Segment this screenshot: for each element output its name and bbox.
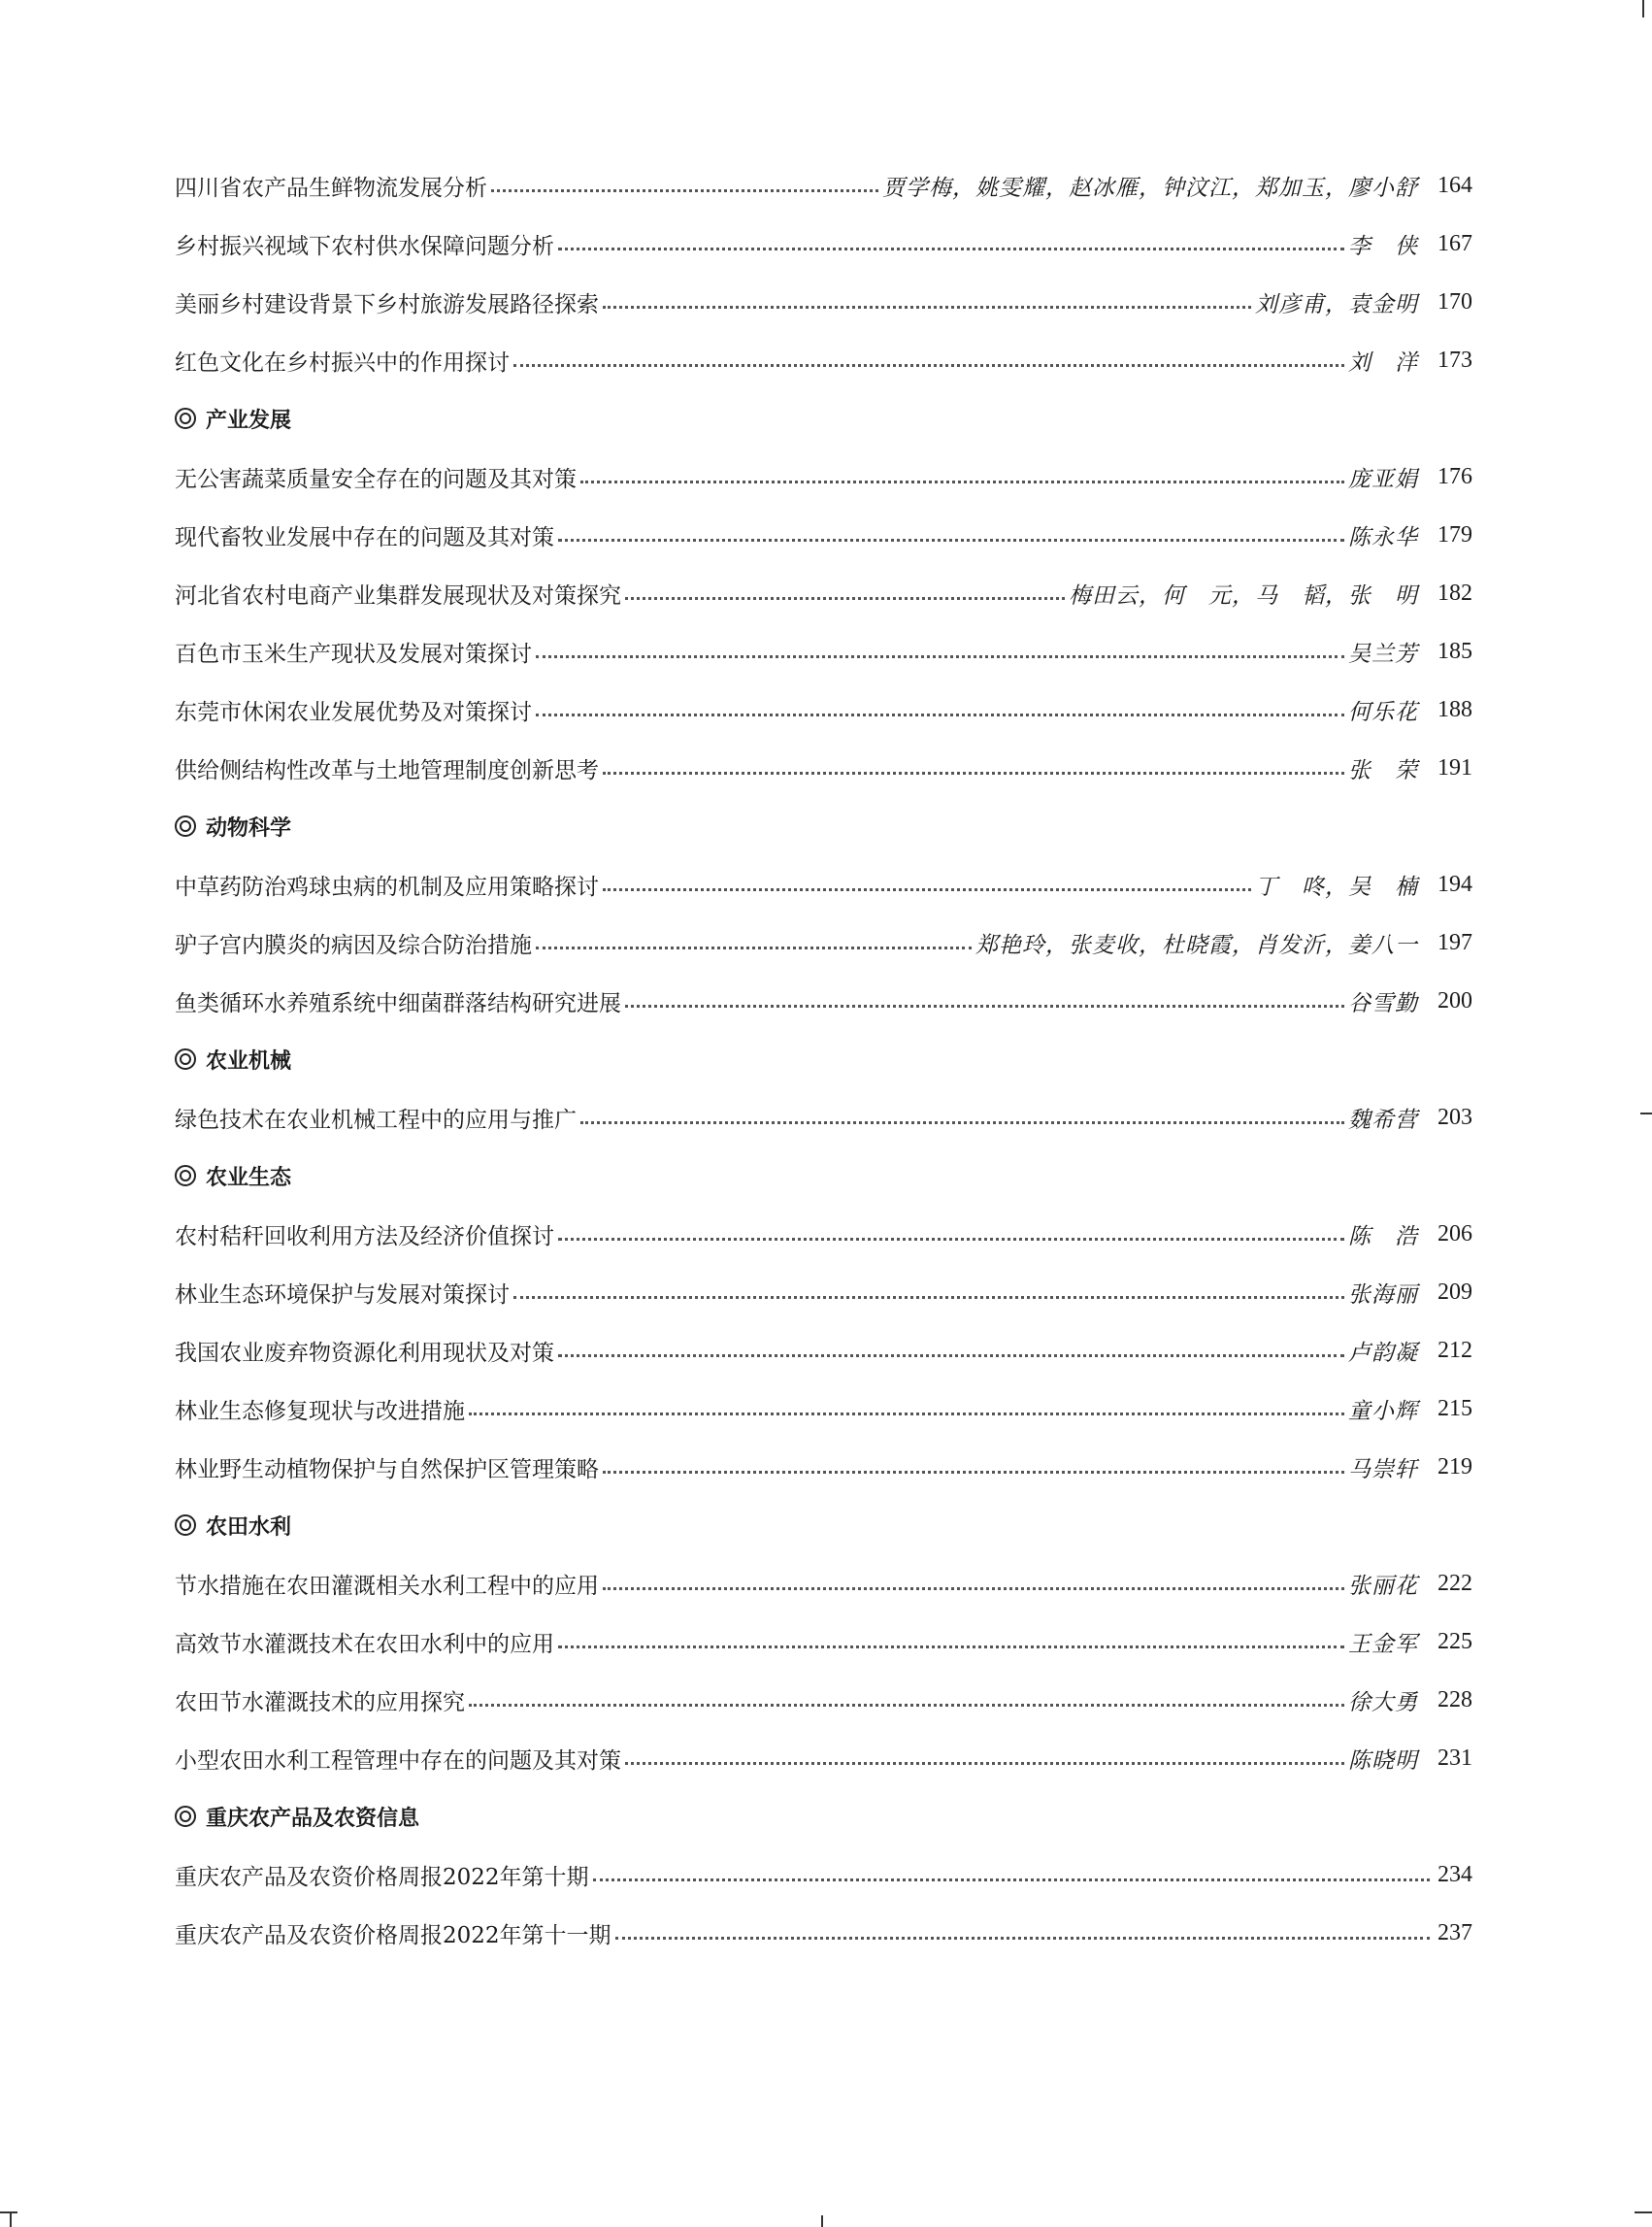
page-number: 231 xyxy=(1437,1745,1472,1771)
entry-title: 林业野生动植物保护与自然保护区管理策略 xyxy=(175,1456,599,1482)
entry-authors: 丁 咚，吴 楠 xyxy=(1255,874,1418,900)
entry-title: 重庆农产品及农资价格周报2022年第十一期 xyxy=(175,1922,611,1948)
entry-title: 农田节水灌溉技术的应用探究 xyxy=(175,1689,465,1715)
toc-entry xyxy=(175,1904,1472,1962)
page-number: 182 xyxy=(1437,580,1472,606)
entry-authors: 刘彦甫，袁金明 xyxy=(1255,291,1418,317)
dot-leader xyxy=(615,1937,1430,1940)
dot-leader xyxy=(625,1762,1344,1765)
entry-authors: 吴兰芳 xyxy=(1348,641,1418,667)
dot-leader xyxy=(625,1005,1344,1008)
toc-entry xyxy=(175,1438,1472,1496)
dot-leader xyxy=(513,364,1344,367)
entry-title: 我国农业废弃物资源化利用现状及对策 xyxy=(175,1340,554,1366)
section-heading xyxy=(175,1147,1472,1205)
crop-mark xyxy=(821,2215,823,2227)
toc-entry xyxy=(175,622,1472,681)
crop-mark xyxy=(1635,2211,1652,2213)
dot-leader xyxy=(593,1878,1430,1881)
entry-authors: 贾学梅，姚雯耀，赵冰雁，钟汶江，郑加玉，廖小舒 xyxy=(882,175,1418,201)
crop-mark xyxy=(1642,0,1644,17)
toc-entry xyxy=(175,1321,1472,1379)
dot-leader xyxy=(513,1296,1344,1299)
entry-authors: 陈 浩 xyxy=(1348,1223,1418,1249)
entry-title: 无公害蔬菜质量安全存在的问题及其对策 xyxy=(175,466,577,492)
toc-entry xyxy=(175,1612,1472,1671)
entry-title: 重庆农产品及农资价格周报2022年第十期 xyxy=(175,1864,589,1890)
dot-leader xyxy=(603,1587,1344,1590)
double-circle-icon xyxy=(175,408,196,429)
double-circle-icon xyxy=(175,1165,196,1186)
entry-authors: 童小辉 xyxy=(1348,1398,1418,1424)
double-circle-icon xyxy=(175,1048,196,1070)
page-number: 170 xyxy=(1437,288,1472,315)
toc-entry xyxy=(175,972,1472,1030)
dot-leader xyxy=(603,1471,1344,1474)
toc-entry xyxy=(175,273,1472,331)
dot-leader xyxy=(491,189,878,192)
entry-authors: 张 荣 xyxy=(1348,757,1418,783)
entry-title: 供给侧结构性改革与土地管理制度创新思考 xyxy=(175,757,599,783)
entry-title: 中草药防治鸡球虫病的机制及应用策略探讨 xyxy=(175,874,599,900)
entry-title: 绿色技术在农业机械工程中的应用与推广 xyxy=(175,1107,577,1133)
crop-mark xyxy=(0,2211,17,2213)
page-number: 173 xyxy=(1437,347,1472,373)
entry-authors: 陈永华 xyxy=(1348,524,1418,550)
entry-authors: 马崇轩 xyxy=(1348,1456,1418,1482)
crop-mark xyxy=(1640,1113,1652,1114)
entry-authors: 谷雪勤 xyxy=(1348,990,1418,1016)
toc-entry xyxy=(175,1205,1472,1263)
entry-title: 现代畜牧业发展中存在的问题及其对策 xyxy=(175,524,554,550)
page-number: 197 xyxy=(1437,929,1472,955)
toc-entry xyxy=(175,1379,1472,1438)
page-number: 206 xyxy=(1437,1220,1472,1246)
entry-title: 林业生态环境保护与发展对策探讨 xyxy=(175,1281,510,1308)
section-title: 农业生态 xyxy=(206,1165,292,1190)
toc-entry xyxy=(175,1845,1472,1904)
entry-title: 红色文化在乡村振兴中的作用探讨 xyxy=(175,349,510,376)
page-number: 176 xyxy=(1437,463,1472,489)
entry-authors: 陈晓明 xyxy=(1348,1747,1418,1774)
toc-entry xyxy=(175,215,1472,273)
entry-title: 驴子宫内膜炎的病因及综合防治措施 xyxy=(175,932,532,958)
page-number: 164 xyxy=(1437,172,1472,198)
entry-title: 四川省农产品生鲜物流发展分析 xyxy=(175,175,487,201)
entry-title: 高效节水灌溉技术在农田水利中的应用 xyxy=(175,1631,554,1657)
entry-authors: 何乐花 xyxy=(1348,699,1418,725)
entry-title: 林业生态修复现状与改进措施 xyxy=(175,1398,465,1424)
toc-entry xyxy=(175,1263,1472,1321)
entry-title: 美丽乡村建设背景下乡村旅游发展路径探索 xyxy=(175,291,599,317)
page-number: 219 xyxy=(1437,1453,1472,1479)
toc-entry xyxy=(175,564,1472,622)
dot-leader xyxy=(558,1238,1344,1241)
double-circle-icon xyxy=(175,815,196,837)
entry-authors: 王金军 xyxy=(1348,1631,1418,1657)
entry-title: 百色市玉米生产现状及发展对策探讨 xyxy=(175,641,532,667)
page-number: 200 xyxy=(1437,987,1472,1014)
entry-title: 东莞市休闲农业发展优势及对策探讨 xyxy=(175,699,532,725)
entry-authors: 魏希营 xyxy=(1348,1107,1418,1133)
toc-entry xyxy=(175,1554,1472,1612)
dot-leader xyxy=(558,539,1344,542)
entry-authors: 张丽花 xyxy=(1348,1573,1418,1599)
entry-title: 节水措施在农田灌溉相关水利工程中的应用 xyxy=(175,1573,599,1599)
toc-entry xyxy=(175,1729,1472,1787)
dot-leader xyxy=(536,655,1344,658)
double-circle-icon xyxy=(175,1806,196,1827)
page-number: 179 xyxy=(1437,521,1472,548)
toc-entry xyxy=(175,1671,1472,1729)
section-heading xyxy=(175,1496,1472,1554)
page-number: 228 xyxy=(1437,1686,1472,1712)
section-title: 农田水利 xyxy=(206,1514,292,1540)
section-heading xyxy=(175,1030,1472,1088)
double-circle-icon xyxy=(175,1514,196,1536)
section-heading xyxy=(175,1787,1472,1845)
toc-entry xyxy=(175,914,1472,972)
dot-leader xyxy=(580,481,1344,483)
section-title: 产业发展 xyxy=(206,408,292,433)
entry-authors: 郑艳玲，张麦收，杜晓霞，肖发沂，姜八一 xyxy=(975,932,1418,958)
toc-entry xyxy=(175,739,1472,797)
section-heading xyxy=(175,389,1472,448)
entry-title: 小型农田水利工程管理中存在的问题及其对策 xyxy=(175,1747,621,1774)
dot-leader xyxy=(625,597,1065,600)
page-number: 222 xyxy=(1437,1570,1472,1596)
toc-entry xyxy=(175,156,1472,215)
section-title: 重庆农产品及农资信息 xyxy=(206,1806,420,1831)
entry-title: 鱼类循环水养殖系统中细菌群落结构研究进展 xyxy=(175,990,621,1016)
dot-leader xyxy=(469,1413,1344,1415)
entry-authors: 张海丽 xyxy=(1348,1281,1418,1308)
page-number: 225 xyxy=(1437,1628,1472,1654)
dot-leader xyxy=(603,772,1344,775)
entry-authors: 李 侠 xyxy=(1348,233,1418,259)
toc-entry xyxy=(175,448,1472,506)
toc-entry xyxy=(175,506,1472,564)
page-number: 212 xyxy=(1437,1337,1472,1363)
section-heading xyxy=(175,797,1472,855)
page-number: 209 xyxy=(1437,1279,1472,1305)
entry-authors: 卢韵凝 xyxy=(1348,1340,1418,1366)
page-number: 234 xyxy=(1437,1861,1472,1887)
dot-leader xyxy=(536,714,1344,716)
page-number: 237 xyxy=(1437,1919,1472,1945)
table-of-contents xyxy=(175,156,1472,1962)
entry-authors: 刘 洋 xyxy=(1348,349,1418,376)
dot-leader xyxy=(580,1121,1344,1124)
dot-leader xyxy=(558,248,1344,250)
page-number: 194 xyxy=(1437,871,1472,897)
dot-leader xyxy=(469,1704,1344,1707)
toc-entry xyxy=(175,855,1472,914)
page-number: 215 xyxy=(1437,1395,1472,1421)
page-number: 188 xyxy=(1437,696,1472,722)
crop-mark xyxy=(10,2211,12,2227)
entry-title: 乡村振兴视域下农村供水保障问题分析 xyxy=(175,233,554,259)
dot-leader xyxy=(536,947,972,949)
dot-leader xyxy=(558,1354,1344,1357)
dot-leader xyxy=(603,306,1251,309)
toc-entry xyxy=(175,1088,1472,1147)
page-number: 191 xyxy=(1437,754,1472,781)
page-number: 203 xyxy=(1437,1104,1472,1130)
entry-authors: 梅田云，何 元，马 韬，张 明 xyxy=(1069,582,1418,609)
entry-title: 河北省农村电商产业集群发展现状及对策探究 xyxy=(175,582,621,609)
entry-authors: 庞亚娟 xyxy=(1348,466,1418,492)
section-title: 农业机械 xyxy=(206,1048,292,1074)
section-title: 动物科学 xyxy=(206,815,292,841)
entry-title: 农村秸秆回收利用方法及经济价值探讨 xyxy=(175,1223,554,1249)
dot-leader xyxy=(558,1645,1344,1648)
page-number: 167 xyxy=(1437,230,1472,256)
toc-entry xyxy=(175,331,1472,389)
dot-leader xyxy=(603,888,1251,891)
entry-authors: 徐大勇 xyxy=(1348,1689,1418,1715)
toc-entry xyxy=(175,681,1472,739)
page-number: 185 xyxy=(1437,638,1472,664)
